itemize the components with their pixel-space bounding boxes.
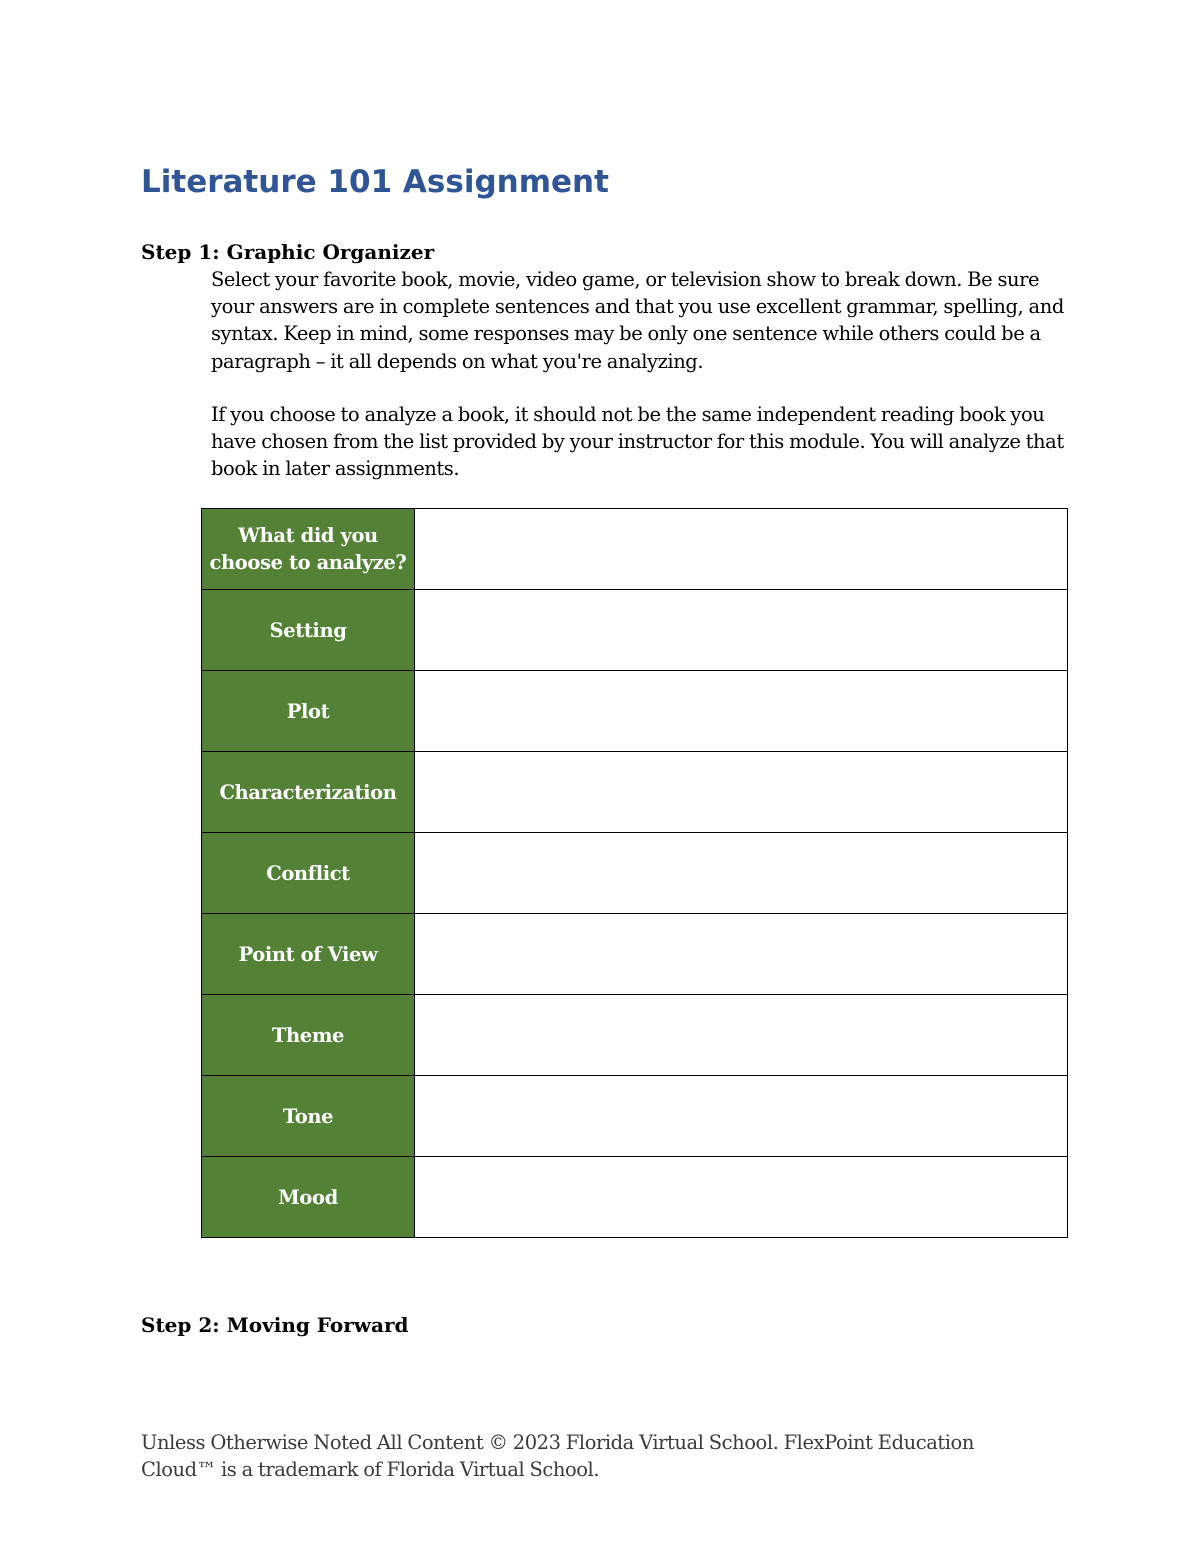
answer-cell-plot[interactable] (415, 671, 1068, 752)
row-label-plot: Plot (202, 671, 415, 752)
answer-cell-setting[interactable] (415, 590, 1068, 671)
document-title: Literature 101 Assignment (141, 164, 609, 200)
answer-cell-theme[interactable] (415, 995, 1068, 1076)
table-row (202, 671, 1068, 752)
row-label-tone: Tone (202, 1076, 415, 1157)
row-label-point-of-view: Point of View (202, 914, 415, 995)
answer-cell-point-of-view[interactable] (415, 914, 1068, 995)
row-label-characterization: Characterization (202, 752, 415, 833)
table-row (202, 1157, 1068, 1238)
copyright-footer: Unless Otherwise Noted All Content © 2023 Florida Virtual School. FlexPoint Education Cloud™ is a trademark of Florida Virtual School. (141, 1431, 974, 1482)
table-row (202, 752, 1068, 833)
row-label-setting: Setting (202, 590, 415, 671)
answer-cell-subject[interactable] (415, 509, 1068, 590)
table-row (202, 509, 1068, 590)
answer-cell-tone[interactable] (415, 1076, 1068, 1157)
answer-cell-conflict[interactable] (415, 833, 1068, 914)
row-label-subject: What did you choose to analyze? (202, 509, 415, 590)
step1-heading: Step 1: Graphic Organizer (141, 240, 435, 264)
row-label-theme: Theme (202, 995, 415, 1076)
table-row (202, 995, 1068, 1076)
row-label-mood: Mood (202, 1157, 415, 1238)
row-label-conflict: Conflict (202, 833, 415, 914)
step2-heading: Step 2: Moving Forward (141, 1313, 409, 1337)
step1-instructions-paragraph: Select your favorite book, movie, video game, or television show to break down. Be sure your answers are in complete sentences and that you use excellent grammar, spelling, and syntax. Keep in mind, some responses may be only one sentence while others could be a paragraph – it all depends on what you're analyzing. (211, 268, 1064, 373)
table-row (202, 590, 1068, 671)
table-row (202, 1076, 1068, 1157)
answer-cell-characterization[interactable] (415, 752, 1068, 833)
table-row (202, 914, 1068, 995)
answer-cell-mood[interactable] (415, 1157, 1068, 1238)
step1-book-note-paragraph: If you choose to analyze a book, it should not be the same independent reading book you have chosen from the list provided by your instructor for this module. You will analyze that book in later assignments. (211, 403, 1064, 481)
graphic-organizer-table (201, 508, 1068, 1238)
table-row (202, 833, 1068, 914)
